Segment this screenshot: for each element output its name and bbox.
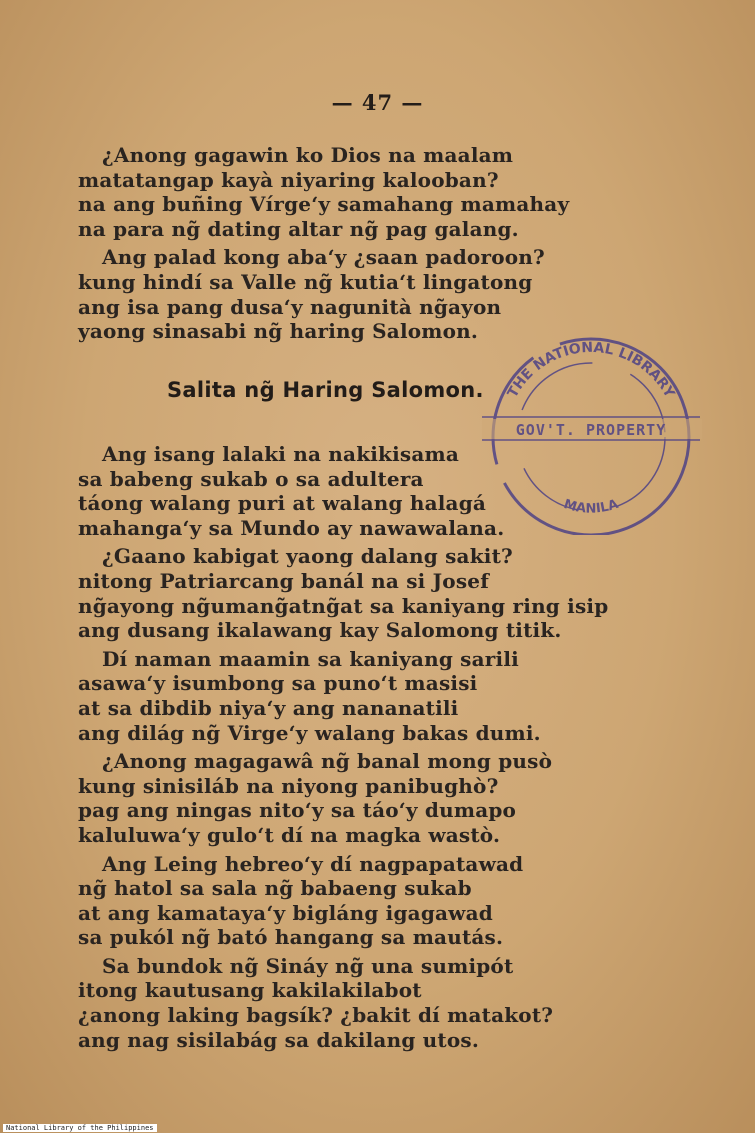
verse-line: táong walang puri at walang halagá <box>78 491 487 516</box>
verse-line: kung sinisiláb na niyong panibughò? <box>78 773 499 798</box>
verse-line: matatangap kayà niyaring kalooban? <box>78 167 499 192</box>
verse-line: asawa‘y isumbong sa puno‘t masisi <box>78 671 478 696</box>
verse-block-top <box>78 143 638 348</box>
verse-line: ang isa pang dusa‘y nagunità ng̃ayon <box>78 294 502 319</box>
verse-line: mahanga‘y sa Mundo ay nawawalana. <box>78 515 505 540</box>
verse-line: Ang Leing hebreo‘y dí nagpapatawad <box>102 851 524 876</box>
verse-line: ¿Anong magagawâ ng̃ banal mong pusò <box>102 749 553 774</box>
verse-line: ang dusang ikalawang kay Salomong titik. <box>78 618 562 643</box>
stanza <box>78 954 638 1052</box>
verse-line: itong kautusang kakilakilabot <box>78 978 422 1003</box>
stanza <box>78 749 638 847</box>
stanza <box>78 544 638 642</box>
verse-line: sa babeng sukab o sa adultera <box>78 466 424 491</box>
verse-line: ng̃ hatol sa sala ng̃ babaeng sukab <box>78 876 472 901</box>
verse-line: na para ng̃ dating altar ng̃ pag galang. <box>78 216 519 241</box>
stanza <box>78 852 638 950</box>
section-heading: Salita ng̃ Haring Salomon. <box>167 378 484 402</box>
stamp-middle-text: GOV'T. PROPERTY <box>515 421 667 439</box>
footer-credit: National Library of the Philippines <box>3 1124 157 1132</box>
verse-line: kaluluwa‘y gulo‘t dí na magka wastò. <box>78 822 501 847</box>
verse-line: kung hindí sa Valle ng̃ kutia‘t lingatong <box>78 269 533 294</box>
verse-line: Dí naman maamin sa kaniyang sarili <box>102 646 519 671</box>
library-stamp <box>478 325 703 535</box>
stamp-graphic <box>478 325 703 535</box>
verse-line: ng̃ayong ng̃umang̃atng̃at sa kaniyang ring isip <box>78 593 609 618</box>
stanza <box>78 143 638 241</box>
verse-line: ¿Gaano kabigat yaong dalang sakit? <box>102 544 513 569</box>
verse-line: ang nag sisilabág sa dakilang utos. <box>78 1027 480 1052</box>
verse-line: at ang kamataya‘y bigláng igagawad <box>78 900 493 925</box>
stamp-bottom-text: MANILA <box>561 496 621 517</box>
verse-line: ang dilág ng̃ Virge‘y walang bakas dumi. <box>78 720 541 745</box>
verse-line: at sa dibdib niya‘y ang nananatili <box>78 695 459 720</box>
verse-line: Ang palad kong aba‘y ¿saan padoroon? <box>102 245 545 270</box>
stanza <box>78 647 638 745</box>
verse-line: Ang isang lalaki na nakikisama <box>102 442 460 466</box>
page-number: — 47 — <box>331 90 424 115</box>
verse-line: ¿anong laking bagsík? ¿bakit dí matakot? <box>78 1003 554 1028</box>
verse-line: yaong sinasabi ng̃ haring Salomon. <box>78 319 479 344</box>
verse-line: nitong Patriarcang banál na si Josef <box>78 568 490 593</box>
verse-line: ¿Anong gagawin ko Dios na maalam <box>102 143 514 167</box>
verse-line: sa pukól ng̃ bató hangang sa mautás. <box>78 925 504 950</box>
verse-line: Sa bundok ng̃ Sináy ng̃ una sumipót <box>102 953 514 978</box>
verse-line: pag ang ningas nito‘y sa táo‘y dumapo <box>78 798 517 823</box>
verse-line: na ang buñing Vírge‘y samahang mamahay <box>78 192 570 217</box>
stamp-top-text: THE NATIONAL LIBRARY <box>504 339 678 401</box>
